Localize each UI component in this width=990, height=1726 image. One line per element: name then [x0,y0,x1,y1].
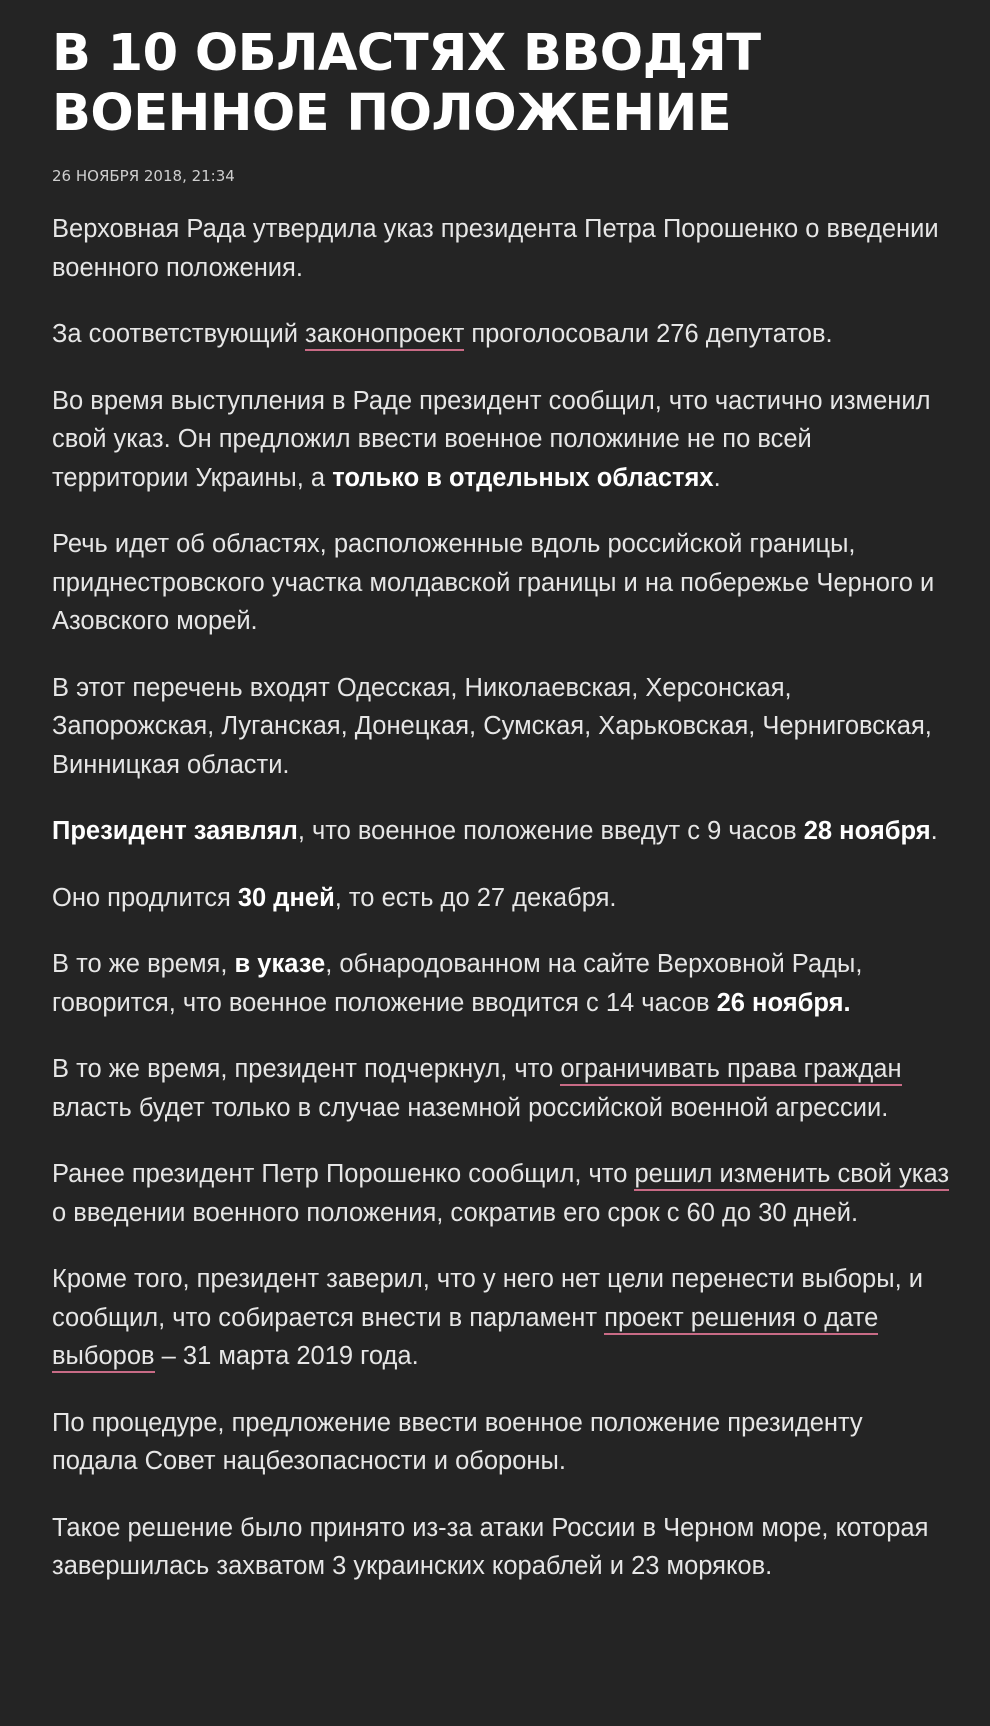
bold-text: 28 ноября [803,817,931,845]
article-paragraph [52,879,950,918]
article-paragraph [52,1155,950,1232]
bold-text: 26 ноября. [716,988,851,1017]
article-title: В 10 ОБЛАСТЯХ ВВОДЯТ ВОЕННОЕ ПОЛОЖЕНИЕ [52,24,761,143]
article-paragraph [52,382,950,498]
paragraph-text: о введении военного положения, сократив его срок с 60 до 30 дней. [52,1198,859,1227]
article-date: 26 НОЯБРЯ 2018, 21:34 [52,167,235,185]
paragraph-text: , что военное положение введут с 9 часов [297,817,804,845]
paragraph-text: Оно продлится [52,883,238,912]
paragraph-text: Кроме того, президент заверил, что у него нет цели перенести выборы, и сообщил, что собирается внести в парламент [52,1265,923,1332]
article-paragraph [52,945,950,1022]
paragraph-text: власть будет только в случае наземной российской военной агрессии. [52,1093,889,1122]
bold-text: в указе [234,950,326,978]
article-paragraph [52,525,950,641]
article-paragraph [52,315,950,354]
paragraph-text: В то же время, [52,950,235,978]
article-paragraph [52,1050,950,1127]
article-paragraph [52,812,950,851]
paragraph-text: В то же время, президент подчеркнул, что [52,1055,561,1083]
bold-text: Президент заявлял [52,817,298,845]
paragraph-text: Такое решение было принято из-за атаки России в Черном море, которая завершилась захватом 3 украинских кораблей и 23 моряков. [52,1513,929,1580]
paragraph-text: , обнародованном на сайте Верховной Рады, говорится, что военное положение вводится с 14 часов [52,950,863,1017]
paragraph-text: В этот перечень входят Одесская, Николаевская, Херсонская, Запорожская, Луганская, Донецкая, Сумская, Харьковская, Черниговская, Винницкая области. [52,673,932,779]
paragraph-text: По процедуре, предложение ввести военное положение президенту подала Совет нацбезопасности и обороны. [52,1408,863,1475]
article-paragraph [52,1404,950,1481]
paragraph-text: . [930,817,938,845]
inline-link[interactable]: ограничивать права граждан [560,1055,901,1086]
paragraph-text: проголосовали 276 депутатов. [464,320,833,348]
inline-link[interactable]: законопроект [305,320,464,351]
paragraph-text: Во время выступления в Раде президент сообщил, что частично изменил свой указ. Он предложил ввести военное положиние не по всей территории Украины, а [52,386,931,492]
article-paragraph [52,1260,950,1376]
article-paragraph [52,210,950,287]
paragraph-text: Речь идет об областях, расположенные вдоль российской границы, приднестровского участка молдавской границы и на побережье Черного и Азовского морей. [52,530,935,635]
article-body [52,210,950,1586]
article-paragraph [52,669,950,785]
article-paragraph [52,1509,950,1586]
paragraph-text: . [713,463,721,492]
paragraph-text: Верховная Рада утвердила указ президента Петра Порошенко о введении военного положения. [52,215,939,282]
bold-text: 30 дней [237,883,335,912]
inline-link[interactable]: проект решения о дате выборов [52,1304,878,1374]
bold-text: только в отдельных областях [332,463,714,492]
inline-link[interactable]: решил изменить свой указ [634,1160,949,1191]
paragraph-text: За соответствующий [52,320,306,348]
paragraph-text: , то есть до 27 декабря. [334,883,617,912]
paragraph-text: Ранее президент Петр Порошенко сообщил, что [52,1160,635,1188]
paragraph-text: – 31 марта 2019 года. [154,1342,419,1370]
